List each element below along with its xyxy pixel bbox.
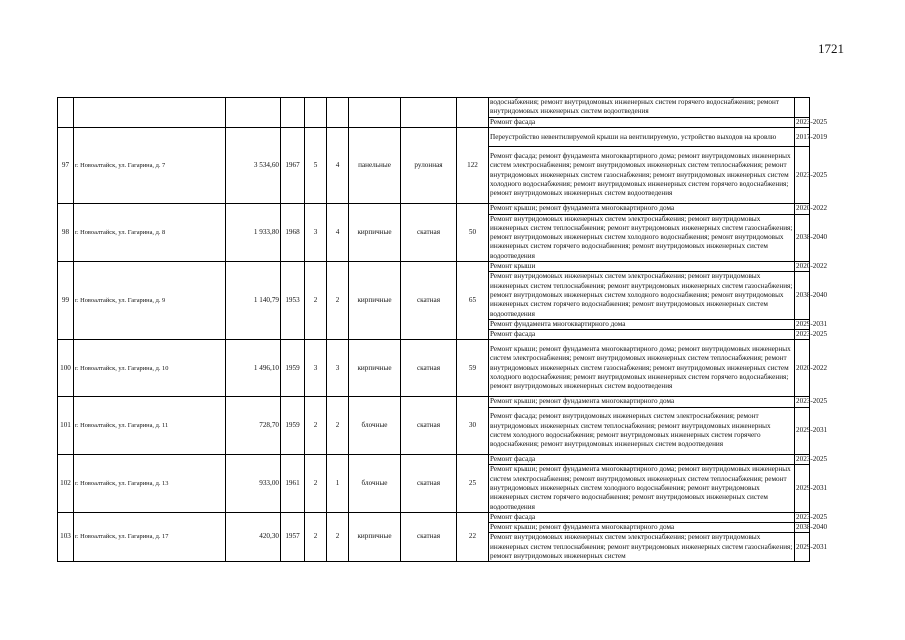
work-description-cell: Ремонт фасада; ремонт фундамента многоквартирного дома; ремонт внутридомовых инженерных систем электроснабжения; ремонт внутридомовых инженерных систем теплоснабжения; ремонт внутридомовых инженерных систем газоснабжения; ремонт внутридомовых инженерных систем холодного водоснабжения; ремонт внутридомовых инженерных систем горячего водоснабжения; ремонт внутридомовых инженерных систем водоотведения (489, 147, 795, 204)
apartments-cell: 65 (457, 262, 489, 340)
wall-material-cell: блочные (349, 397, 401, 455)
page-number: 1721 (818, 41, 844, 56)
work-description-cell: Ремонт фасада (489, 330, 795, 340)
year-cell: 1961 (281, 455, 305, 513)
entrances-cell (327, 98, 349, 128)
period-cell: 2020-2022 (796, 204, 828, 213)
period-cell: 2029-2031 (796, 319, 828, 328)
address-cell: г. Новоалтайск, ул. Гагарина, д. 9 (74, 262, 226, 340)
floors-cell: 3 (305, 340, 327, 397)
work-description-cell: Ремонт крыши; ремонт фундамента многоквартирного дома; ремонт внутридомовых инженерных систем электроснабжения; ремонт внутридомовых инженерных систем теплоснабжения; ремонт внутридомовых инженерных систем холодного водоснабжения; ремонт внутридомовых инженерных систем горячего водоснабжения; ремонт внутридомовых инженерных систем водоотведения (489, 465, 795, 513)
year-cell (281, 98, 305, 128)
period-cell: 2029-2031 (795, 533, 810, 562)
period-cell: 2023-2025 (796, 330, 828, 339)
roof-type-cell: скатная (401, 204, 457, 262)
table-body (58, 98, 828, 562)
area-cell: 1 933,80 (226, 204, 281, 262)
roof-type-cell: скатная (401, 262, 457, 340)
wall-material-cell: кирпичные (349, 204, 401, 262)
row-number: 100 (58, 340, 74, 397)
work-description-cell: Ремонт внутридомовых инженерных систем электроснабжения; ремонт внутридомовых инженерных систем теплоснабжения; ремонт внутридомовых инженерных систем газоснабжения; ремонт внутридомовых инженерных систем холодного водоснабжения; ремонт внутридомовых инженерных систем горячего водоснабжения; ремонт внутридомовых инженерных систем водоотведения (489, 214, 795, 262)
work-description-cell: Ремонт внутридомовых инженерных систем электроснабжения; ремонт внутридомовых инженерных систем теплоснабжения; ремонт внутридомовых инженерных систем газоснабжения; ремонт внутридомовых инженерных систем холодного водоснабжения; ремонт внутридомовых инженерных систем горячего водоснабжения; ремонт внутридомовых инженерных систем водоотведения (489, 272, 795, 320)
period-cell (795, 98, 810, 118)
year-cell: 1953 (281, 262, 305, 340)
year-cell: 1959 (281, 340, 305, 397)
entrances-cell: 2 (327, 512, 349, 561)
work-description-cell: Ремонт фасада (489, 117, 795, 127)
area-cell (226, 98, 281, 128)
floors-cell: 3 (305, 204, 327, 262)
table-row (58, 204, 810, 214)
period-cell: 2029-2031 (795, 407, 810, 455)
area-cell: 1 496,10 (226, 340, 281, 397)
floors-cell: 2 (305, 397, 327, 455)
apartments-cell: 22 (457, 512, 489, 561)
work-description-cell: Ремонт крыши (489, 262, 795, 272)
period-cell: 2023-2025 (796, 512, 828, 521)
roof-type-cell: скатная (401, 455, 457, 513)
table-row (58, 262, 810, 272)
wall-material-cell: кирпичные (349, 512, 401, 561)
address-cell: г. Новоалтайск, ул. Гагарина, д. 17 (74, 512, 226, 561)
apartments-cell: 59 (457, 340, 489, 397)
row-number: 98 (58, 204, 74, 262)
address-cell (74, 98, 226, 128)
work-description-cell: Ремонт крыши; ремонт фундамента многоквартирного дома (489, 397, 795, 407)
row-number: 101 (58, 397, 74, 455)
capital-repair-table (57, 97, 828, 562)
area-cell: 3 534,60 (226, 127, 281, 203)
work-description-cell: Ремонт фасада; ремонт внутридомовых инженерных систем электроснабжения; ремонт внутридомовых инженерных систем теплоснабжения; ремонт внутридомовых инженерных систем холодного водоснабжения; ремонт внутридомовых инженерных систем горячего водоснабжения; ремонт внутридомовых инженерных систем водоотведения (489, 407, 795, 455)
work-description-cell: Переустройство невентилируемой крыши на вентилируемую, устройство выходов на кровлю (489, 127, 795, 147)
year-cell: 1959 (281, 397, 305, 455)
period-cell: 2023-2025 (796, 117, 828, 126)
row-number: 103 (58, 512, 74, 561)
table-row (58, 455, 810, 465)
period-cell: 2029-2031 (795, 465, 810, 513)
address-cell: г. Новоалтайск, ул. Гагарина, д. 10 (74, 340, 226, 397)
wall-material-cell: кирпичные (349, 262, 401, 340)
entrances-cell: 3 (327, 340, 349, 397)
apartments-cell: 25 (457, 455, 489, 513)
roof-type-cell: скатная (401, 397, 457, 455)
row-number: 99 (58, 262, 74, 340)
period-cell: 2038-2040 (795, 272, 810, 320)
apartments-cell: 50 (457, 204, 489, 262)
wall-material-cell: панельные (349, 127, 401, 203)
row-number: 97 (58, 127, 74, 203)
period-cell: 2020-2022 (796, 262, 828, 271)
work-description-cell: Ремонт внутридомовых инженерных систем электроснабжения; ремонт внутридомовых инженерных систем теплоснабжения; ремонт внутридомовых инженерных систем газоснабжения; ремонт внутридомовых инженерных систем (489, 533, 795, 562)
table-row (58, 397, 810, 407)
period-cell: 2023-2025 (796, 397, 828, 406)
work-description-cell: Ремонт крыши; ремонт фундамента многоквартирного дома (489, 204, 795, 214)
address-cell: г. Новоалтайск, ул. Гагарина, д. 7 (74, 127, 226, 203)
year-cell: 1968 (281, 204, 305, 262)
work-description-cell: Ремонт фундамента многоквартирного дома (489, 319, 795, 329)
area-cell: 728,70 (226, 397, 281, 455)
roof-type-cell: скатная (401, 512, 457, 561)
period-cell: 2023-2025 (796, 455, 828, 464)
wall-material-cell (349, 98, 401, 128)
table-row (58, 512, 810, 522)
roof-type-cell: скатная (401, 340, 457, 397)
address-cell: г. Новоалтайск, ул. Гагарина, д. 13 (74, 455, 226, 513)
floors-cell: 2 (305, 455, 327, 513)
entrances-cell: 1 (327, 455, 349, 513)
table-row (58, 98, 810, 118)
period-cell: 2038-2040 (795, 214, 810, 262)
work-description-cell: Ремонт фасада (489, 455, 795, 465)
table-row (58, 127, 810, 147)
roof-type-cell (401, 98, 457, 128)
year-cell: 1957 (281, 512, 305, 561)
year-cell: 1967 (281, 127, 305, 203)
address-cell: г. Новоалтайск, ул. Гагарина, д. 8 (74, 204, 226, 262)
work-description-cell: Ремонт крыши; ремонт фундамента многоквартирного дома; ремонт внутридомовых инженерных систем электроснабжения; ремонт внутридомовых инженерных систем теплоснабжения; ремонт внутридомовых инженерных систем газоснабжения; ремонт внутридомовых инженерных систем холодного водоснабжения; ремонт внутридомовых инженерных систем горячего водоснабжения; ремонт внутридомовых инженерных систем водоотведения (489, 340, 795, 397)
area-cell: 420,30 (226, 512, 281, 561)
work-description-cell: водоснабжения; ремонт внутридомовых инженерных систем горячего водоснабжения; ремонт внутридомовых инженерных систем водоотведения (489, 98, 795, 118)
apartments-cell: 30 (457, 397, 489, 455)
address-cell: г. Новоалтайск, ул. Гагарина, д. 11 (74, 397, 226, 455)
roof-type-cell: рулонная (401, 127, 457, 203)
floors-cell: 5 (305, 127, 327, 203)
wall-material-cell: кирпичные (349, 340, 401, 397)
period-cell: 2017-2019 (795, 127, 810, 147)
work-description-cell: Ремонт фасада (489, 512, 795, 522)
floors-cell: 2 (305, 512, 327, 561)
entrances-cell: 2 (327, 262, 349, 340)
period-cell: 2023-2025 (795, 147, 810, 204)
entrances-cell: 4 (327, 127, 349, 203)
row-number: 102 (58, 455, 74, 513)
row-number (58, 98, 74, 128)
wall-material-cell: блочные (349, 455, 401, 513)
floors-cell: 2 (305, 262, 327, 340)
area-cell: 933,00 (226, 455, 281, 513)
entrances-cell: 2 (327, 397, 349, 455)
area-cell: 1 140,79 (226, 262, 281, 340)
floors-cell (305, 98, 327, 128)
period-cell: 2038-2040 (796, 523, 828, 532)
period-cell: 2020-2022 (795, 340, 810, 397)
apartments-cell (457, 98, 489, 128)
apartments-cell: 122 (457, 127, 489, 203)
entrances-cell: 4 (327, 204, 349, 262)
table-row (58, 340, 810, 397)
work-description-cell: Ремонт крыши; ремонт фундамента многоквартирного дома (489, 523, 795, 533)
